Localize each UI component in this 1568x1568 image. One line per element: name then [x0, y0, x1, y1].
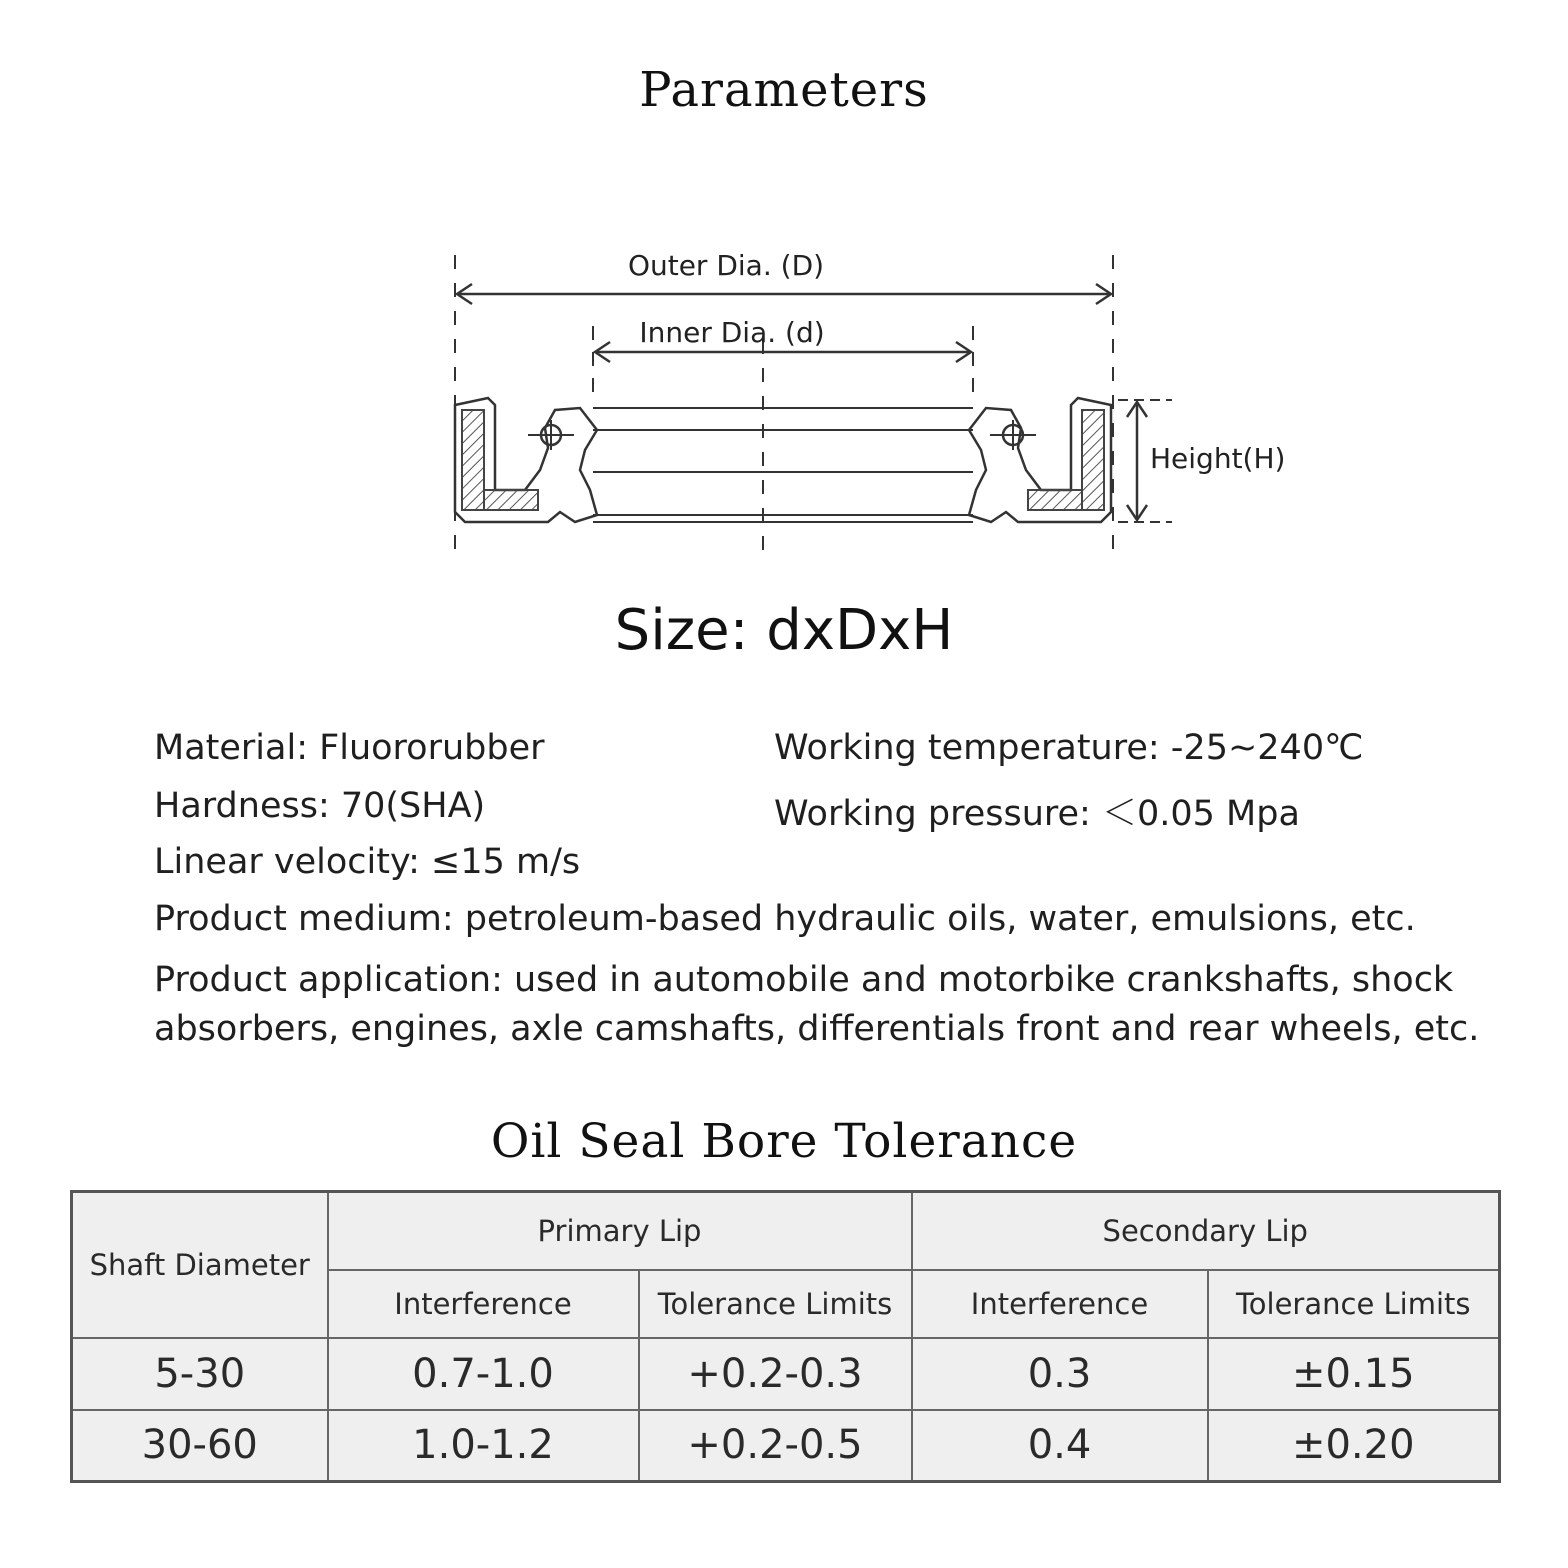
- cell-secondary-interference: 0.3: [912, 1338, 1208, 1410]
- header-secondary-interference: Interference: [912, 1270, 1208, 1338]
- inner-diameter-label: Inner Dia. (d): [639, 316, 825, 349]
- header-primary-lip: Primary Lip: [328, 1192, 912, 1270]
- header-primary-tolerance: Tolerance Limits: [639, 1270, 912, 1338]
- cell-secondary-tolerance: ±0.20: [1208, 1410, 1500, 1482]
- table-row: [72, 1410, 1500, 1482]
- spec-velocity: Linear velocity: ≤15 m/s: [154, 842, 581, 882]
- size-formula: Size: dxDxH: [614, 598, 954, 663]
- table-title: Oil Seal Bore Tolerance: [490, 1114, 1078, 1169]
- header-shaft-diameter: Shaft Diameter: [72, 1192, 328, 1338]
- page-title: Parameters: [639, 62, 929, 118]
- spec-medium: Product medium: petroleum-based hydraulic oils, water, emulsions, etc.: [154, 899, 1416, 939]
- height-label: Height(H): [1150, 442, 1286, 475]
- cell-primary-tolerance: +0.2-0.5: [639, 1410, 912, 1482]
- cell-shaft: 30-60: [72, 1410, 328, 1482]
- spec-application: Product application: used in automobile and motorbike crankshafts, shock absorbers, engines, axle camshafts, differentials front and rear wheels, etc.: [154, 960, 1480, 1049]
- cell-secondary-tolerance: ±0.15: [1208, 1338, 1500, 1410]
- tolerance-table: [70, 1190, 1501, 1483]
- cell-secondary-interference: 0.4: [912, 1410, 1208, 1482]
- outer-diameter-label: Outer Dia. (D): [627, 249, 825, 282]
- cell-primary-tolerance: +0.2-0.3: [639, 1338, 912, 1410]
- spec-hardness: Hardness: 70(SHA): [154, 786, 486, 826]
- cell-shaft: 5-30: [72, 1338, 328, 1410]
- table-row: [72, 1338, 1500, 1410]
- spec-pressure: Working pressure: ＜0.05 Mpa: [774, 794, 1300, 834]
- header-primary-interference: Interference: [328, 1270, 639, 1338]
- cell-primary-interference: 1.0-1.2: [328, 1410, 639, 1482]
- oil-seal-diagram: [0, 0, 1568, 600]
- spec-material: Material: Fluororubber: [154, 728, 545, 768]
- header-secondary-lip: Secondary Lip: [912, 1192, 1500, 1270]
- spec-temperature: Working temperature: -25~240℃: [774, 728, 1364, 768]
- header-secondary-tolerance: Tolerance Limits: [1208, 1270, 1500, 1338]
- cell-primary-interference: 0.7-1.0: [328, 1338, 639, 1410]
